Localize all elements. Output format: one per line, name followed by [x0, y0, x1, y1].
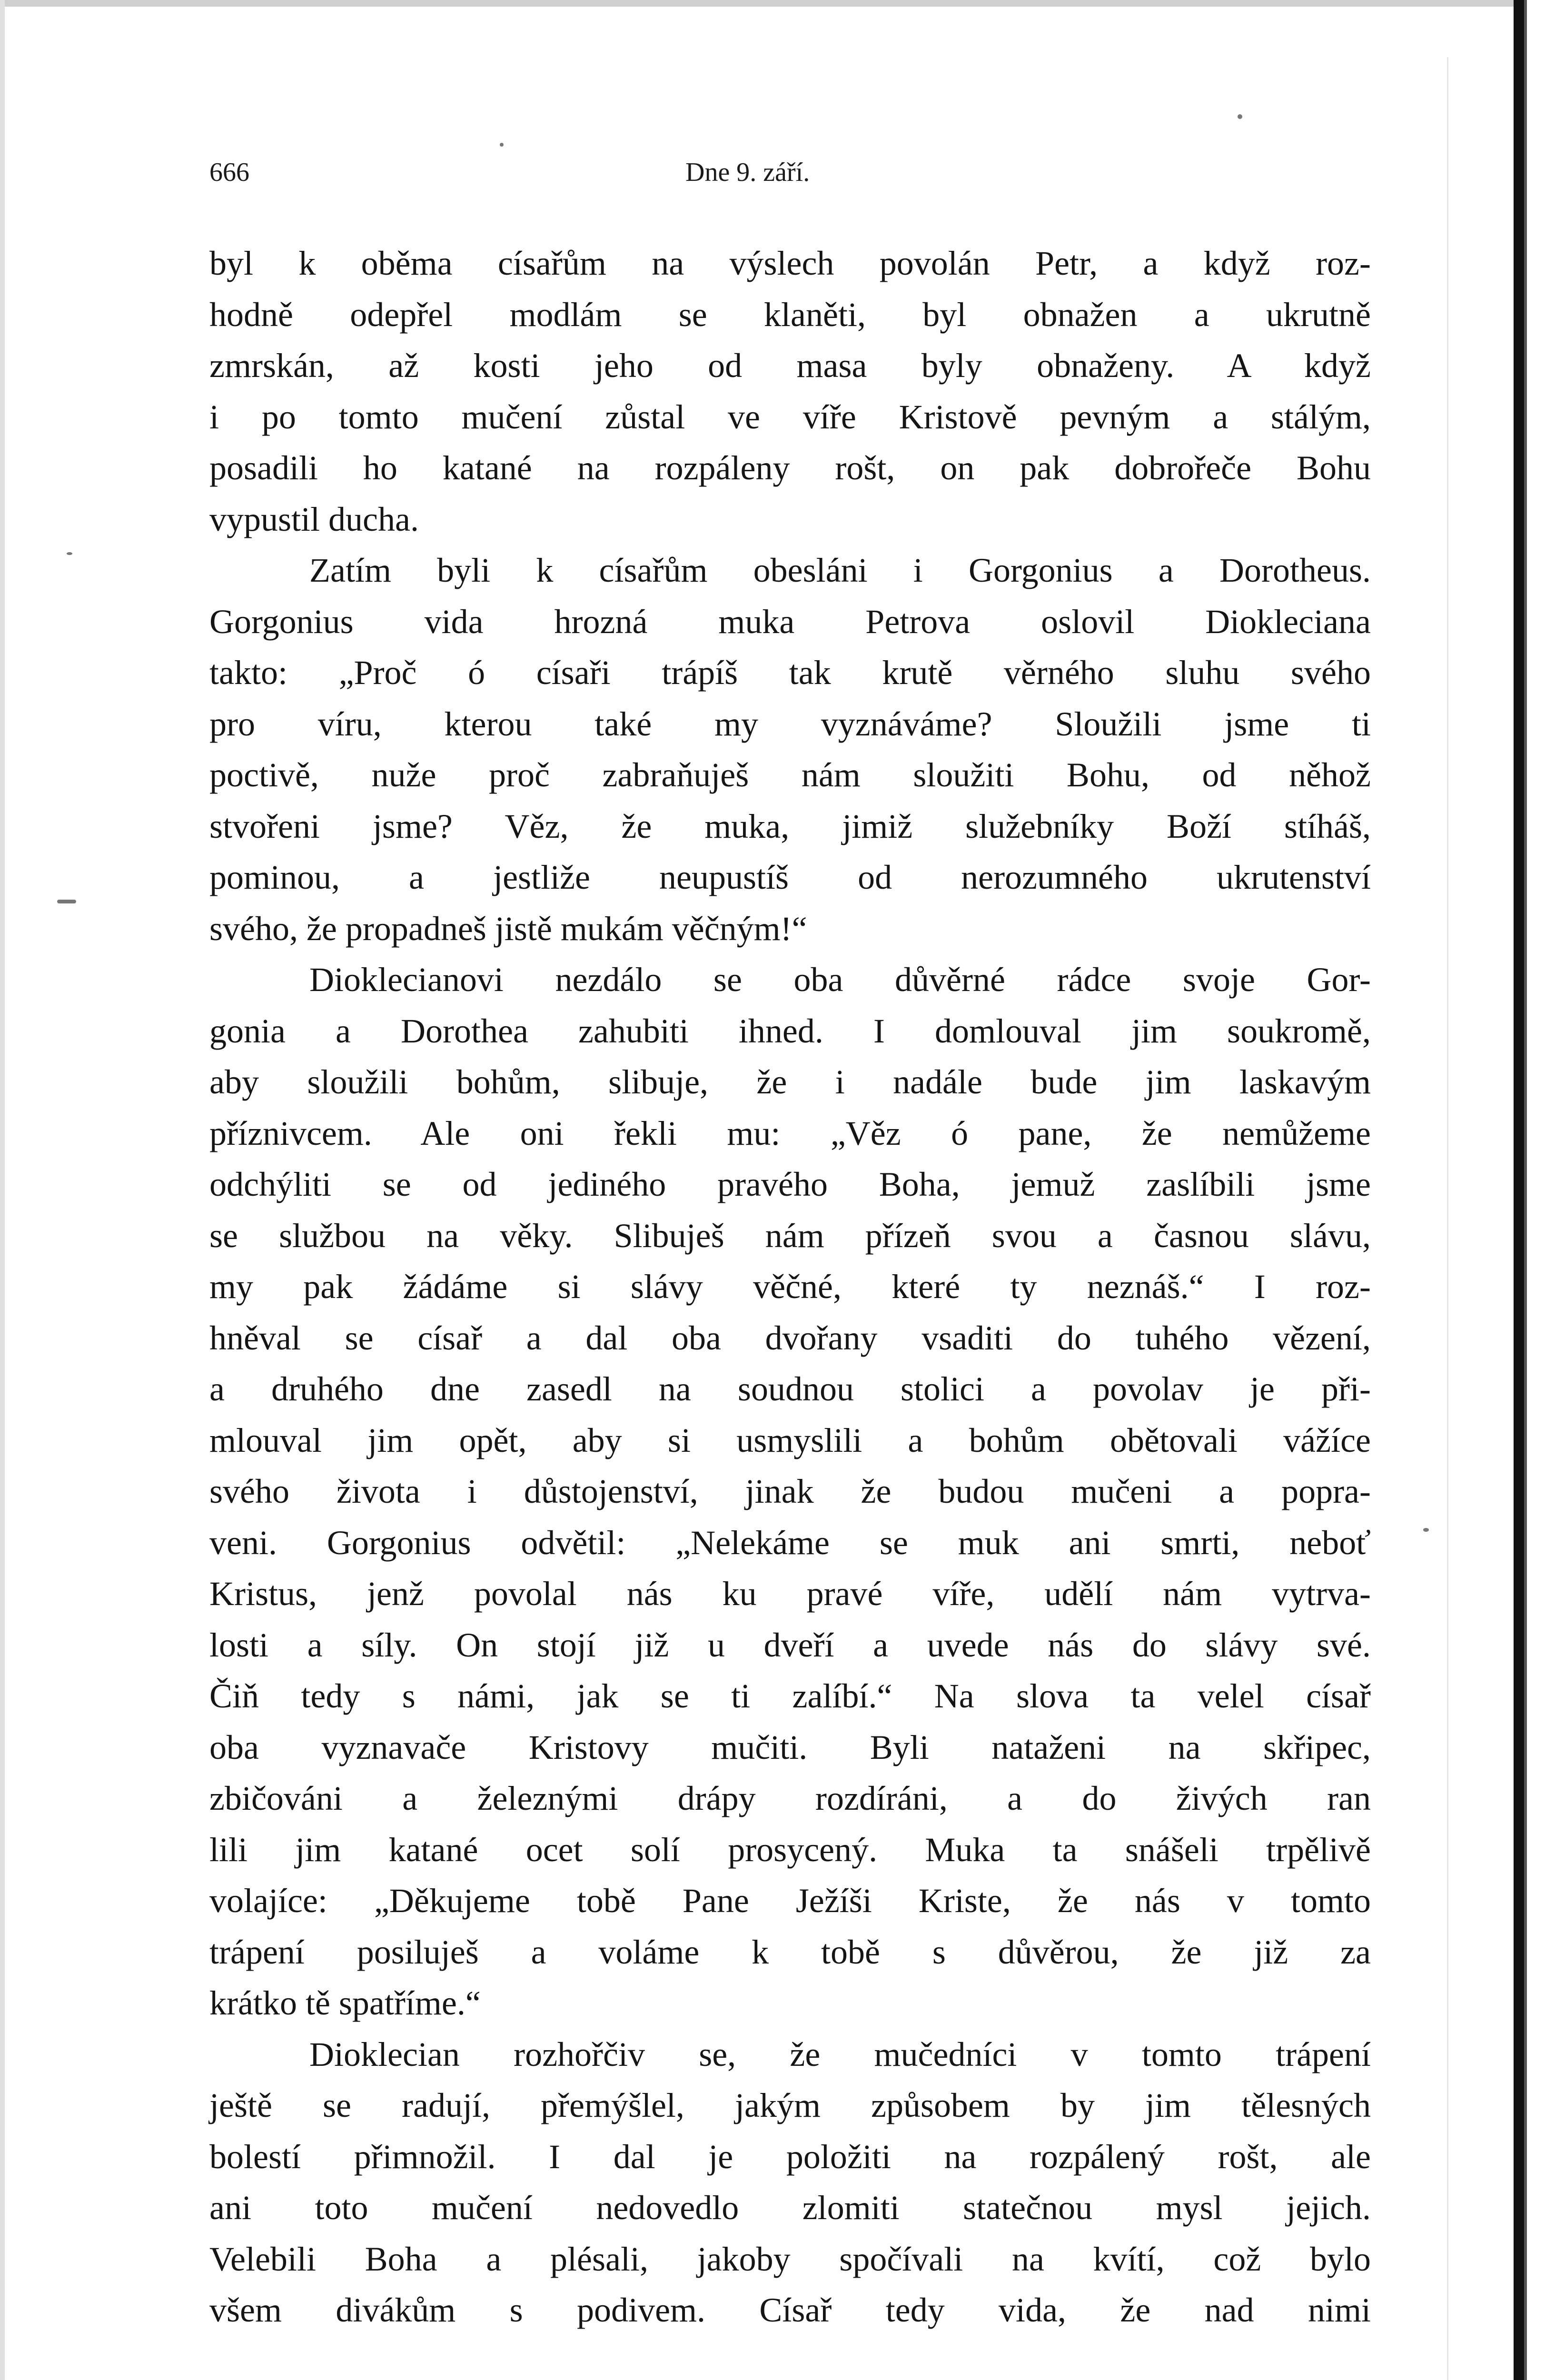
text-line: Velebili Boha a plésali, jakoby spočívali na kvítí, což bylo [209, 2240, 1371, 2278]
text-line: pominou, a jestliže neupustíš od nerozumného ukrutenství [209, 858, 1371, 896]
text-line: svého života i důstojenství, jinak že budou mučeni a popra- [209, 1472, 1371, 1510]
page-fold-line [1447, 57, 1448, 2380]
text-line: losti a síly. On stojí již u dveří a uvede nás do slávy své. [209, 1626, 1371, 1664]
text-line: Kristus, jenž povolal nás ku pravé víře, udělí nám vytrva- [209, 1575, 1371, 1613]
text-line: my pak žádáme si slávy věčné, které ty neznáš.“ I roz- [209, 1268, 1371, 1306]
text-line: svého, že propadneš jistě mukám věčným!“ [209, 909, 807, 948]
text-line: Dioklecian rozhořčiv se, že mučedníci v tomto trápení [309, 2035, 1371, 2073]
running-title: Dne 9. září. [685, 158, 810, 187]
text-line: poctivě, nuže proč zabraňuješ nám sloužiti Bohu, od něhož [209, 756, 1371, 794]
text-line: zbičováni a železnými drápy rozdíráni, a do živých ran [209, 1779, 1371, 1817]
text-line: krátko tě spatříme.“ [209, 1984, 481, 2022]
text-line: pro víru, kterou také my vyznáváme? Sloužili jsme ti [209, 704, 1371, 743]
text-line: Zatím byli k císařům obesláni i Gorgonius a Dorotheus. [309, 551, 1371, 589]
text-line: hněval se císař a dal oba dvořany vsaditi do tuhého vězení, [209, 1319, 1371, 1357]
text-line: volajíce: „Děkujeme tobě Pane Ježíši Kriste, že nás v tomto [209, 1882, 1371, 1920]
text-line: stvořeni jsme? Věz, že muka, jimiž služebníky Boží stíháš, [209, 807, 1371, 845]
text-line: Dioklecianovi nezdálo se oba důvěrné rádce svoje Gor- [309, 961, 1371, 999]
page-header [209, 157, 1371, 200]
body-text [209, 238, 1371, 2336]
scan-speck [67, 552, 72, 555]
text-line: byl k oběma císařům na výslech povolán Petr, a když roz- [209, 244, 1371, 282]
text-line: se službou na věky. Slibuješ nám přízeň svou a časnou slávu, [209, 1216, 1371, 1255]
text-line: lili jim katané ocet solí prosycený. Muka ta snášeli trpělivě [209, 1830, 1371, 1869]
text-line: trápení posiluješ a voláme k tobě s důvěrou, že již za [209, 1933, 1371, 1971]
text-line: takto: „Proč ó císaři trápíš tak krutě věrného sluhu svého [209, 654, 1371, 692]
text-line: i po tomto mučení zůstal ve víře Kristově pevným a stálým, [209, 397, 1371, 436]
text-line: hodně odepřel modlám se klaněti, byl obnažen a ukrutně [209, 295, 1371, 334]
text-line: ani toto mučení nedovedlo zlomiti statečnou mysl jejich. [209, 2189, 1371, 2227]
page-number: 666 [209, 158, 249, 187]
scan-speck [1423, 1528, 1429, 1532]
text-line: vypustil ducha. [209, 500, 419, 538]
scan-edge-top [0, 0, 1514, 7]
text-line: oba vyznavače Kristovy mučiti. Byli nataženi na skřipec, [209, 1728, 1371, 1766]
text-line: všem divákům s podivem. Císař tedy vida, že nad nimi [209, 2291, 1371, 2329]
text-line: mlouval jim opět, aby si usmyslili a bohům obětovali vážíce [209, 1421, 1371, 1459]
text-line: aby sloužili bohům, slibuje, že i nadále bude jim laskavým [209, 1063, 1371, 1101]
text-line: odchýliti se od jediného pravého Boha, jemuž zaslíbili jsme [209, 1165, 1371, 1203]
scan-edge-right [1514, 0, 1524, 2380]
text-line: a druhého dne zasedl na soudnou stolici a povolav je při- [209, 1370, 1371, 1408]
scan-speck [1238, 114, 1242, 119]
text-line: posadili ho katané na rozpáleny rošt, on pak dobrořeče Bohu [209, 449, 1371, 487]
scan-speck [57, 900, 76, 903]
text-line: příznivcem. Ale oni řekli mu: „Věz ó pane, že nemůžeme [209, 1114, 1371, 1152]
text-line: Čiň tedy s námi, jak se ti zalíbí.“ Na slova ta velel císař [209, 1677, 1371, 1715]
scan-margin-right [1524, 0, 1545, 2380]
text-line: bolestí přimnožil. I dal je položiti na rozpálený rošt, ale [209, 2137, 1371, 2176]
text-line: gonia a Dorothea zahubiti ihned. I domlouval jim soukromě, [209, 1012, 1371, 1050]
text-line: ještě se radují, přemýšlel, jakým způsobem by jim tělesných [209, 2086, 1371, 2124]
text-line: veni. Gorgonius odvětil: „Nelekáme se muk ani smrti, neboť [209, 1523, 1371, 1562]
scan-edge-left [0, 0, 5, 2380]
text-line: Gorgonius vida hrozná muka Petrova oslovil Diokleciana [209, 602, 1371, 641]
scan-speck [500, 143, 504, 147]
text-line: zmrskán, až kosti jeho od masa byly obnaženy. A když [209, 347, 1371, 385]
